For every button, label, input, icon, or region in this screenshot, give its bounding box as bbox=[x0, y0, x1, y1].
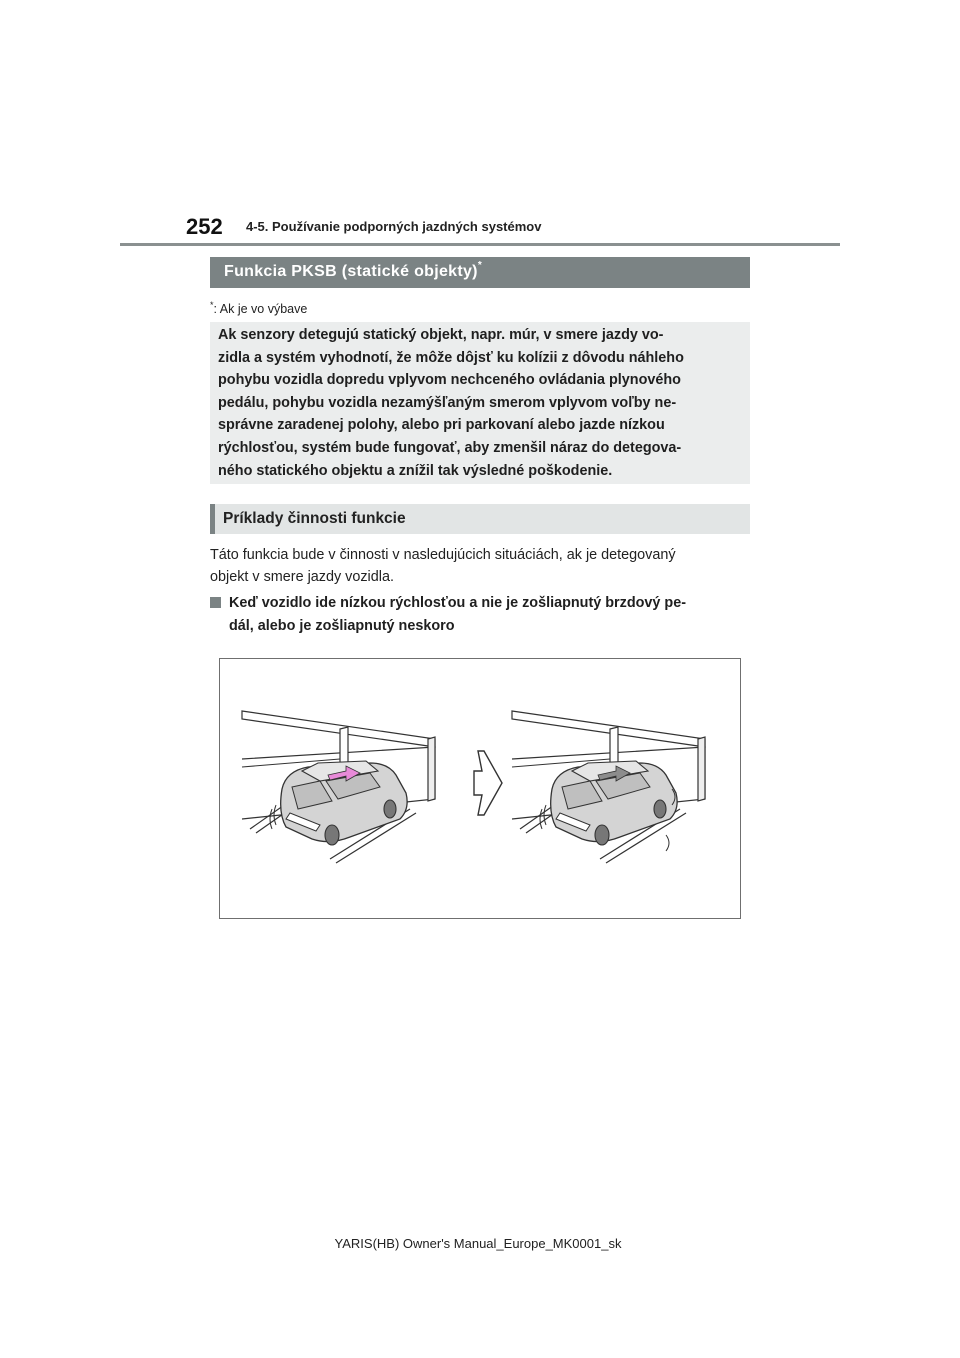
bullet-line: Keď vozidlo ide nízkou rýchlosťou a nie je zošliapnutý brzdový pe- bbox=[229, 595, 687, 611]
illustration-frame bbox=[219, 658, 741, 919]
intro-line: pedálu, pohybu vozidla nezamýšľaným smerom vplyvom voľby ne- bbox=[218, 394, 677, 411]
bullet-square-icon bbox=[210, 597, 221, 608]
intro-line: rýchlosťou, systém bude fungovať, aby zmenšil náraz do detegova- bbox=[218, 439, 682, 456]
body-paragraph bbox=[210, 544, 750, 588]
bullet-line: dál, alebo je zošliapnutý neskoro bbox=[229, 617, 455, 634]
scene-after bbox=[512, 711, 705, 863]
intro-line: Ak senzory detegujú statický objekt, napr. múr, v smere jazdy vo- bbox=[218, 327, 664, 343]
section-title-text: Funkcia PKSB (statické objekty) bbox=[224, 263, 478, 280]
chapter-header: 4-5. Používanie podporných jazdných systémov bbox=[246, 219, 542, 234]
subsection-accent bbox=[210, 504, 215, 534]
intro-line: správne zaradenej polohy, alebo pri parkovaní alebo jazde nízkou bbox=[218, 417, 665, 434]
section-title bbox=[224, 260, 483, 281]
intro-line: zidla a systém vyhodnotí, že môže dôjsť ku kolízii z dôvodu náhleho bbox=[218, 349, 684, 366]
transition-arrow-icon bbox=[474, 751, 502, 815]
intro-line: ného statického objektu a znížil tak výsledné poškodenie. bbox=[218, 462, 613, 479]
section-title-bar bbox=[210, 257, 750, 288]
bullet-text bbox=[229, 592, 749, 637]
subsection-title: Príklady činnosti funkcie bbox=[223, 510, 406, 527]
footer-text: YARIS(HB) Owner's Manual_Europe_MK0001_sk bbox=[334, 1236, 622, 1251]
footnote-text: : Ak je vo výbave bbox=[213, 302, 308, 316]
body-line: objekt v smere jazdy vozidla. bbox=[210, 569, 394, 585]
body-line: Táto funkcia bude v činnosti v nasledujúcich situáciách, ak je detegovaný bbox=[210, 547, 676, 563]
brake-vibration-icon bbox=[666, 835, 669, 851]
section-title-mark: * bbox=[477, 260, 483, 271]
scene-before bbox=[242, 711, 435, 863]
page-number: 252 bbox=[186, 214, 223, 239]
footnote bbox=[210, 302, 307, 316]
header-divider bbox=[120, 243, 840, 246]
subsection-title-bar bbox=[210, 504, 750, 534]
pksb-illustration bbox=[220, 659, 740, 918]
page-footer bbox=[0, 1236, 960, 1251]
intro-box bbox=[210, 322, 750, 484]
intro-paragraph bbox=[218, 324, 742, 482]
footnote-mark: * bbox=[210, 300, 214, 310]
intro-line: pohybu vozidla dopredu vplyvom nechceného ovládania plynového bbox=[218, 372, 681, 389]
